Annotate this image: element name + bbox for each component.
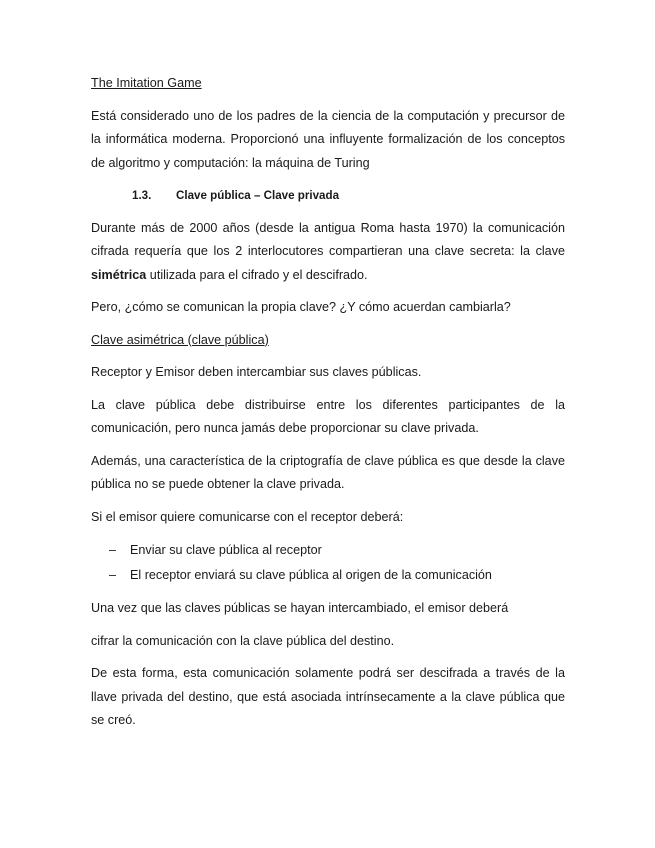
sender-intro-paragraph: Si el emisor quiere comunicarse con el receptor deberá: (91, 509, 404, 524)
history-text-end: utilizada para el cifrado y el descifrado. (146, 267, 368, 282)
question-paragraph: Pero, ¿cómo se comunican la propia clave? ¿Y cómo acuerdan cambiarla? (91, 300, 511, 314)
history-bold-term: simétrica (91, 267, 147, 282)
once-exchanged-line: Una vez que las claves públicas se hayan intercambiado, el emisor deberá (91, 601, 509, 615)
exchange-paragraph: Receptor y Emisor deben intercambiar sus claves públicas. (91, 365, 422, 379)
list-item (109, 538, 565, 563)
list-dash: – (109, 543, 117, 557)
list-item-text: El receptor enviará su clave pública al origen de la comunicación (130, 568, 492, 582)
list-item-text: Enviar su clave pública al receptor (130, 543, 322, 557)
list-dash: – (109, 568, 117, 582)
conclusion-paragraph: De esta forma, esta comunicación solamente podrá ser descifrada a través de la llave privada del destino, que está asociada intrínsecamente a la clave pública que se creó. (91, 666, 565, 727)
history-paragraph (91, 217, 565, 288)
encrypt-line: cifrar la comunicación con la clave pública del destino. (91, 633, 395, 648)
section-title: Clave pública – Clave privada (176, 189, 340, 202)
section-heading (132, 184, 565, 208)
feature-paragraph: Además, una característica de la criptografía de clave pública es que desde la clave pública no se puede obtener la clave privada. (91, 453, 565, 491)
distribution-paragraph: La clave pública debe distribuirse entre los diferentes participantes de la comunicación, pero nunca jamás debe proporcionar su clave privada. (91, 397, 565, 435)
asymmetric-heading: Clave asimétrica (clave pública) (91, 332, 269, 347)
intro-paragraph: Está considerado uno de los padres de la ciencia de la computación y precursor de la informática moderna. Proporcionó una influyente formalización de los conceptos de algoritmo y computación: la máquina de Turing (91, 108, 565, 170)
section-number: 1.3. (132, 189, 152, 202)
steps-list (91, 538, 565, 588)
history-text: Durante más de 2000 años (desde la antigua Roma hasta 1970) la comunicación cifrada requería que los 2 interlocutores compartieran una clave secreta: la clave (91, 220, 565, 258)
page-title: The Imitation Game (91, 76, 202, 90)
list-item (109, 563, 565, 588)
